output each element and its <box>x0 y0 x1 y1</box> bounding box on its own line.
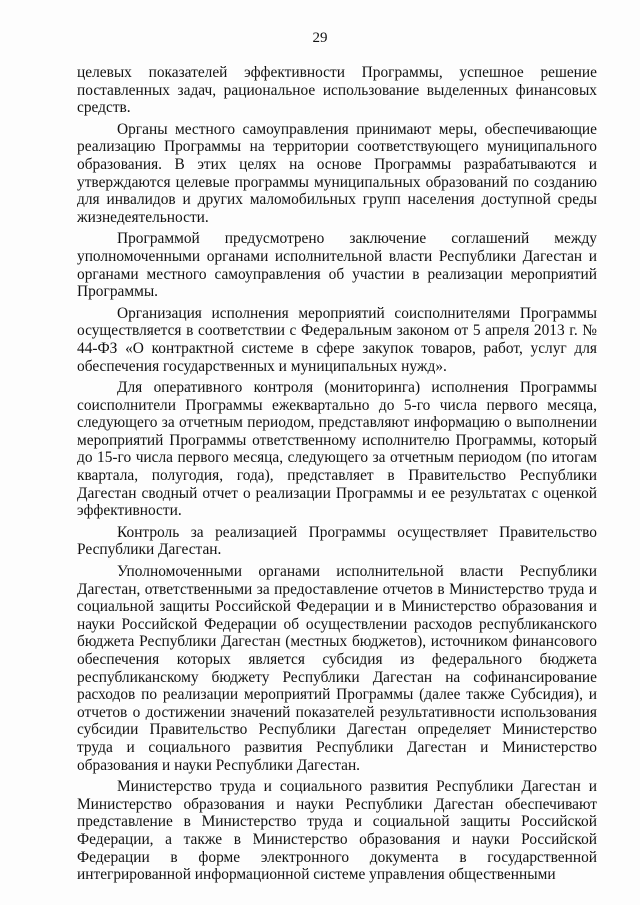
paragraph: Контроль за реализацией Программы осуществляет Правительство Республики Дагестан. <box>77 523 597 559</box>
paragraph: Уполномоченными органами исполнительной власти Республики Дагестан, ответственными за предоставление отчетов в Министерство труда и социальной защиты Российской Федерации и в Министерство образования и науки Российской Федерации об осуществлении расходов республиканского бюджета Республики Дагестан (местных бюджетов), источником финансового обеспечения которых является субсидия из федерального бюджета республиканскому бюджету Республики Дагестан на софинансирование расходов по реализации мероприятий Программы (далее также Субсидия), и отчетов о достижении значений показателей результативности использования субсидии Правительство Республики Дагестан определяет Министерство труда и социального развития Республики Дагестан и Министерство образования и науки Республики Дагестан. <box>77 563 597 774</box>
paragraph: Органы местного самоуправления принимают меры, обеспечивающие реализацию Программы на территории соответствующего муниципального образования. В этих целях на основе Программы разрабатываются и утверждаются целевые программы муниципальных образований по созданию для инвалидов и других маломобильных групп населения доступной среды жизнедеятельности. <box>77 120 597 226</box>
paragraph: целевых показателей эффективности Программы, успешное решение поставленных задач, рациональное использование выделенных финансовых средств. <box>77 64 597 117</box>
body-text <box>77 64 597 888</box>
page-number: 29 <box>312 30 328 46</box>
paragraph: Организация исполнения мероприятий соисполнителями Программы осуществляется в соответствии с Федеральным законом от 5 апреля 2013 г. № 44-ФЗ «О контрактной системе в сфере закупок товаров, работ, услуг для обеспечения государственных и муниципальных нужд». <box>77 304 597 375</box>
paragraph: Министерство труда и социального развития Республики Дагестан и Министерство образования и науки Республики Дагестан обеспечивают представление в Министерство труда и социальной защиты Российской Федерации, а также в Министерство образования и науки Российской Федерации в форме электронного документа в государственной интегрированной информационной системе управления общественными <box>77 778 597 884</box>
paragraph: Для оперативного контроля (мониторинга) исполнения Программы соисполнители Программы ежеквартально до 5-го числа первого месяца, следующего за отчетным периодом, представляют информацию о выполнении мероприятий Программы ответственному исполнителю Программы, который до 15-го числа первого месяца, следующего за отчетным периодом (по итогам квартала, полугодия, года), представляет в Правительство Республики Дагестан сводный отчет о реализации Программы и ее результатах с оценкой эффективности. <box>77 379 597 520</box>
paragraph: Программой предусмотрено заключение соглашений между уполномоченными органами исполнительной власти Республики Дагестан и органами местного самоуправления об участии в реализации мероприятий Программы. <box>77 230 597 301</box>
